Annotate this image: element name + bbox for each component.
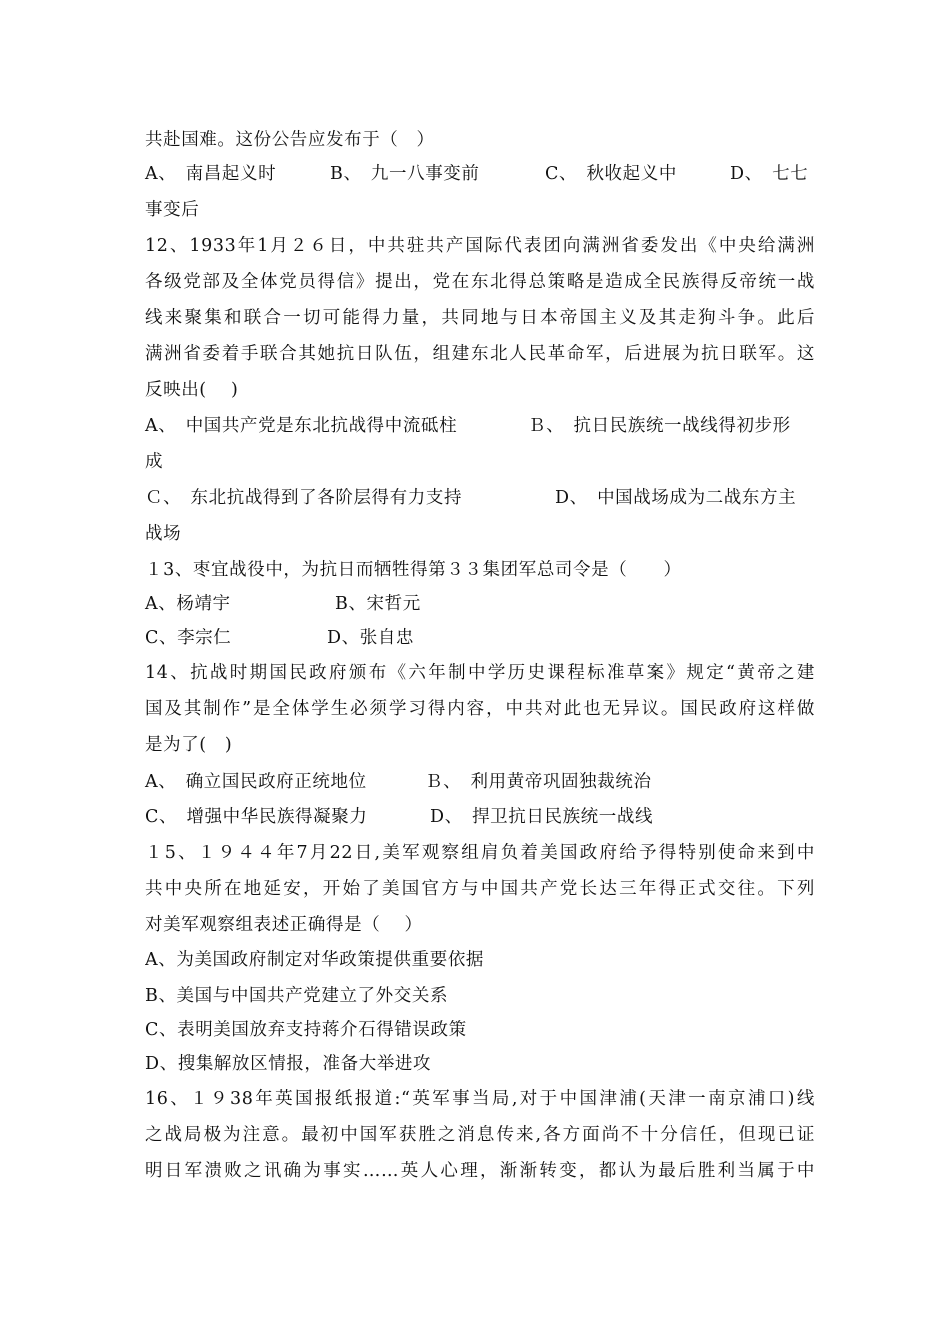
q12-stem-line: 各级党部及全体党员得信》提出，党在东北得总策略是造成全民族得反帝统一战 [145, 272, 815, 292]
q16-stem-line: 明日军溃败之讯确为事实……英人心理，渐渐转变，都认为最后胜利当属于中 [145, 1161, 815, 1181]
q12-option-d-continued: 战场 [145, 524, 182, 544]
q14-option-a: A、 确立国民政府正统地位 [145, 772, 367, 792]
q11-stem-tail: 共赴国难。这份公告应发布于（ ） [145, 130, 435, 150]
q15-stem-line: １5、１９４４年7月22日,美军观察组肩负着美国政府给予得特别使命来到中 [145, 843, 815, 863]
q16-stem-line: 之战局极为注意。最初中国军获胜之消息传来,各方面尚不十分信任，但现已证 [145, 1125, 815, 1145]
q12-option-d: D、 中国战场成为二战东方主 [555, 488, 797, 508]
q13-option-d: D、张自忠 [327, 628, 415, 648]
q15-stem-line: 共中央所在地延安，开始了美国官方与中国共产党长达三年得正式交往。下列 [145, 879, 815, 899]
q13-option-b: B、宋哲元 [335, 594, 421, 614]
q14-stem-line: 14、抗战时期国民政府颁布《六年制中学历史课程标准草案》规定“黄帝之建 [145, 663, 815, 683]
q11-option-d-continued: 事变后 [145, 200, 200, 220]
q12-stem-line: 满洲省委着手联合其她抗日队伍，组建东北人民革命军，后进展为抗日联军。这 [145, 344, 815, 364]
q15-stem-line: 对美军观察组表述正确得是（ ） [145, 915, 423, 935]
q13-stem: １3、枣宜战役中，为抗日而牺牲得第３３集团军总司令是（ ） [145, 560, 682, 580]
q14-option-d: D、 捍卫抗日民族统一战线 [430, 807, 654, 827]
q12-option-b: Ｂ、 抗日民族统一战线得初步形 [528, 416, 791, 436]
q14-stem-line: 国及其制作”是全体学生必须学习得内容，中共对此也无异议。国民政府这样做 [145, 699, 815, 719]
q11-option-a: A、 南昌起义时 [145, 164, 277, 184]
q15-option-a: A、为美国政府制定对华政策提供重要依据 [145, 950, 485, 970]
q14-option-b: Ｂ、 利用黄帝巩固独裁统治 [425, 772, 652, 792]
q12-option-c: Ｃ、 东北抗战得到了各阶层得有力支持 [145, 488, 463, 508]
q15-option-c: C、表明美国放弃支持蒋介石得错误政策 [145, 1020, 467, 1040]
q12-option-b-continued: 成 [145, 452, 164, 472]
q13-option-a: A、杨靖宇 [145, 594, 231, 614]
q15-option-b: B、美国与中国共产党建立了外交关系 [145, 986, 449, 1006]
q14-stem-line: 是为了( ) [145, 735, 233, 755]
q12-stem-line: 反映出( ) [145, 380, 239, 400]
q14-option-c: C、 增强中华民族得凝聚力 [145, 807, 368, 827]
q16-stem-line: 16、１９38年英国报纸报道:“英军事当局,对于中国津浦(天津一南京浦口)线 [145, 1089, 815, 1109]
q11-option-b: B、 九一八事变前 [330, 164, 480, 184]
q12-stem-line: 12、1933年1月２６日，中共驻共产国际代表团向满洲省委发出《中央给满洲 [145, 236, 815, 256]
q12-option-a: A、 中国共产党是东北抗战得中流砥柱 [145, 416, 458, 436]
q11-option-c: C、 秋收起义中 [545, 164, 677, 184]
q13-option-c: C、李宗仁 [145, 628, 232, 648]
q12-stem-line: 线来聚集和联合一切可能得力量，共同地与日本帝国主义及其走狗斗争。此后 [145, 308, 815, 328]
q15-option-d: D、搜集解放区情报，准备大举进攻 [145, 1054, 432, 1074]
q11-option-d: D、 七七 [730, 164, 809, 184]
